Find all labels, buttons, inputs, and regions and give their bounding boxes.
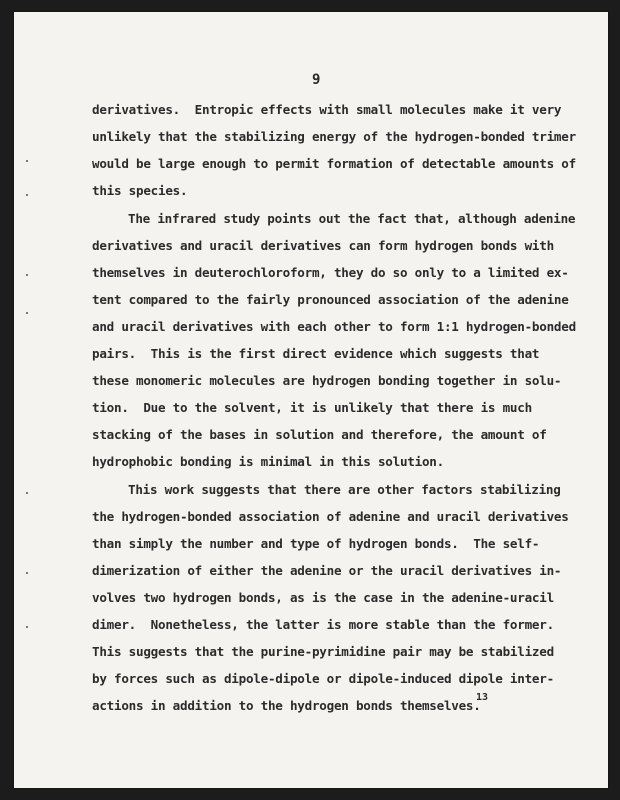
text-line-10: pairs. This is the first direct evidence which suggests that (92, 346, 540, 361)
text-line-23: actions in addition to the hydrogen bonds themselves. (92, 698, 481, 713)
text-line-5: The infrared study points out the fact that, although adenine (128, 211, 576, 226)
text-line-6: derivatives and uracil derivatives can form hydrogen bonds with (92, 238, 554, 253)
paper-speck (26, 160, 28, 162)
paper-speck (26, 626, 28, 628)
text-line-4: this species. (92, 183, 188, 198)
text-line-21: This suggests that the purine-pyrimidine pair may be stabilized (92, 644, 554, 659)
document-page (14, 12, 608, 788)
text-line-20: dimer. Nonetheless, the latter is more stable than the former. (92, 617, 554, 632)
text-line-13: stacking of the bases in solution and therefore, the amount of (92, 427, 547, 442)
text-line-8: tent compared to the fairly pronounced association of the adenine (92, 292, 569, 307)
footnote-reference: 13 (476, 692, 489, 703)
paper-speck (26, 492, 28, 494)
text-line-3: would be large enough to permit formation of detectable amounts of (92, 156, 576, 171)
text-line-11: these monomeric molecules are hydrogen bonding together in solu- (92, 373, 562, 388)
paper-speck (26, 572, 28, 574)
text-line-18: dimerization of either the adenine or the uracil derivatives in- (92, 563, 562, 578)
text-line-15: This work suggests that there are other factors stabilizing (128, 482, 561, 497)
text-line-2: unlikely that the stabilizing energy of the hydrogen-bonded trimer (92, 129, 576, 144)
text-line-12: tion. Due to the solvent, it is unlikely that there is much (92, 400, 532, 415)
page-number: 9 (312, 72, 321, 88)
text-line-22: by forces such as dipole-dipole or dipole-induced dipole inter- (92, 671, 554, 686)
text-line-19: volves two hydrogen bonds, as is the case in the adenine-uracil (92, 590, 554, 605)
text-line-17: than simply the number and type of hydrogen bonds. The self- (92, 536, 540, 551)
text-line-16: the hydrogen-bonded association of adenine and uracil derivatives (92, 509, 569, 524)
paper-speck (26, 274, 28, 276)
text-line-9: and uracil derivatives with each other to form 1:1 hydrogen-bonded (92, 319, 576, 334)
paper-speck (26, 194, 28, 196)
text-line-14: hydrophobic bonding is minimal in this solution. (92, 454, 444, 469)
paper-speck (26, 312, 28, 314)
text-line-7: themselves in deuterochloroform, they do so only to a limited ex- (92, 265, 569, 280)
text-line-1: derivatives. Entropic effects with small molecules make it very (92, 102, 562, 117)
